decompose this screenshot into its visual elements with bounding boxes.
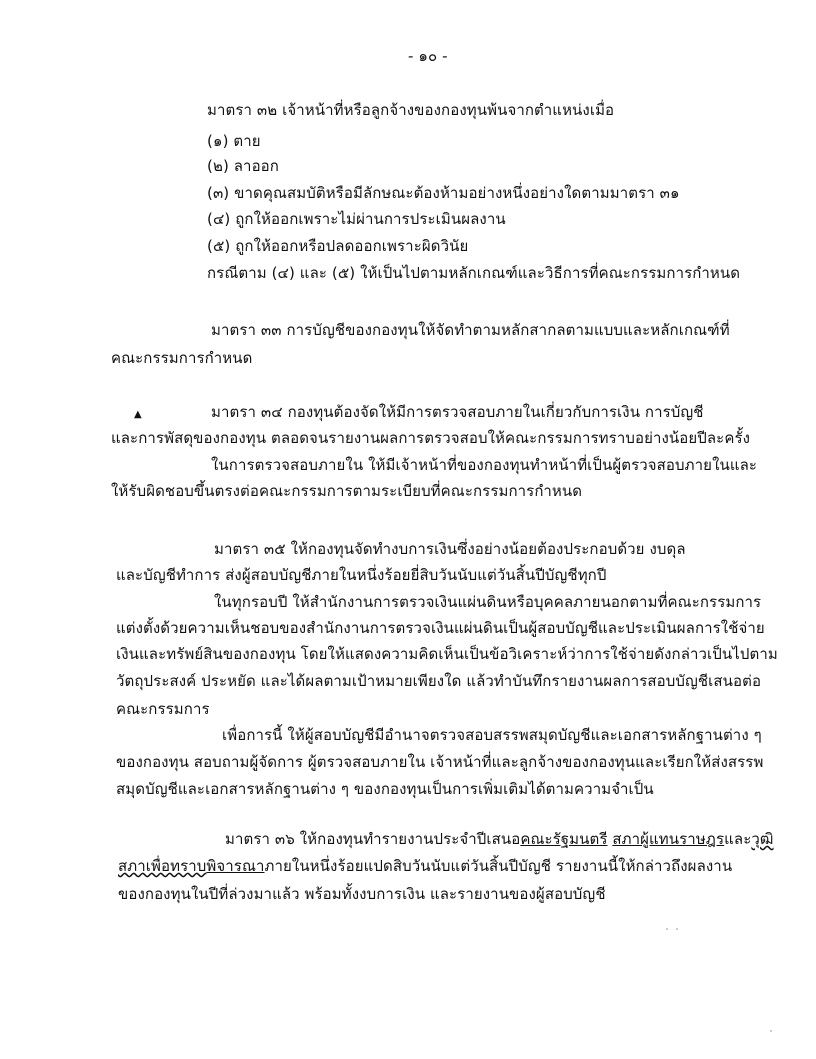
section-35-line-2: และบัญชีทำการ ส่งผู้สอบบัญชีภายในหนึ่งร้อยยี่สิบวันนับแต่วันสิ้นปีบัญชีทุกปี	[116, 566, 607, 584]
section-36-line-1-and: และ	[724, 830, 752, 848]
section-35-line-3: ในทุกรอบปี ให้สำนักงานการตรวจเงินแผ่นดินหรือบุคคลภายนอกตามที่คณะกรรมการ	[214, 593, 762, 611]
section-32-closing: กรณีตาม (๔) และ (๕) ให้เป็นไปตามหลักเกณฑ์และวิธีการที่คณะกรรมการกำหนด	[207, 264, 741, 282]
section-36-line-2-text: ภายในหนึ่งร้อยแปดสิบวันนับแต่วันสิ้นปีบัญชี รายงานนี้ให้กล่าวถึงผลงาน	[264, 857, 733, 875]
section-36-line-1-text: มาตรา ๓๖ ให้กองทุนทำรายงานประจำปีเสนอ	[225, 830, 521, 848]
section-35-line-8: เพื่อการนี้ ให้ผู้สอบบัญชีมีอำนาจตรวจสอบสรรพสมุดบัญชีและเอกสารหลักฐานต่าง ๆ	[222, 726, 762, 744]
scan-speck	[770, 1030, 772, 1032]
section-34-line-1: มาตรา ๓๔ กองทุนต้องจัดให้มีการตรวจสอบภายในเกี่ยวกับการเงิน การบัญชี	[211, 403, 704, 421]
section-33-line-2: คณะกรรมการกำหนด	[111, 349, 253, 367]
section-36-cabinet-underlined: คณะรัฐมนตรี	[520, 830, 608, 848]
section-35-line-4: แต่งตั้งด้วยความเห็นชอบของสำนักงานการตรวจเงินแผ่นดินเป็นผู้สอบบัญชีและประเมินผลการใช้จ่าย	[116, 619, 765, 637]
section-36-consider-underlined: พิจารณา	[206, 857, 265, 875]
section-36-line-3: ของกองทุนในปีที่ล่วงมาแล้ว พร้อมทั้งงบการเงิน และรายงานของผู้สอบบัญชี	[118, 885, 606, 903]
section-34-line-3: ในการตรวจสอบภายใน ให้มีเจ้าหน้าที่ของกองทุนทำหน้าที่เป็นผู้ตรวจสอบภายในและ	[211, 456, 758, 474]
section-32-heading: มาตรา ๓๒ เจ้าหน้าที่หรือลูกจ้างของกองทุนพ้นจากตำแหน่งเมื่อ	[207, 101, 615, 119]
section-35-line-9: ของกองทุน สอบถามผู้จัดการ ผู้ตรวจสอบภายใน เจ้าหน้าที่และลูกจ้างของกองทุนและเรียกให้ส่งสรรพ	[116, 753, 764, 771]
section-36-house-underlined: สภาผู้แทนราษฎร	[612, 830, 725, 848]
scan-speck	[666, 928, 668, 930]
section-32-item-4: (๔) ถูกให้ออกเพราะไม่ผ่านการประเมินผลงาน	[207, 210, 506, 228]
section-33-line-1: มาตรา ๓๓ การบัญชีของกองทุนให้จัดทำตามหลักสากลตามแบบและหลักเกณฑ์ที่	[211, 321, 730, 339]
section-34-line-4: ให้รับผิดชอบขึ้นตรงต่อคณะกรรมการตามระเบียบที่คณะกรรมการกำหนด	[111, 482, 583, 500]
scan-speck	[676, 928, 678, 930]
section-34-line-2: และการพัสดุของกองทุน ตลอดจนรายงานผลการตรวจสอบให้คณะกรรมการทราบอย่างน้อยปีละครั้ง	[111, 429, 751, 447]
section-32-item-5: (๕) ถูกให้ออกหรือปลดออกเพราะผิดวินัย	[207, 237, 469, 255]
section-32-item-2: (๒) ลาออก	[207, 157, 279, 175]
section-32-item-3: (๓) ขาดคุณสมบัติหรือมีลักษณะต้องห้ามอย่างหนึ่งอย่างใดตามมาตรา ๓๑	[207, 184, 680, 202]
section-36-senate-cont: สภาเพื่อทราบ	[118, 857, 207, 875]
section-36-line-1	[225, 829, 774, 849]
section-35-line-1: มาตรา ๓๕ ให้กองทุนจัดทำงบการเงินซึ่งอย่างน้อยต้องประกอบด้วย งบดุล	[214, 540, 686, 558]
section-35-line-6: วัตถุประสงค์ ประหยัด และได้ผลตามเป้าหมายเพียงใด แล้วทำบันทึกรายงานผลการสอบบัญชีเสนอต่อ	[116, 672, 762, 690]
section-32-item-1: (๑) ตาย	[207, 132, 261, 150]
margin-mark: ▲	[134, 409, 142, 420]
page-number: - ๑๐ -	[408, 47, 448, 65]
section-36-line-2	[118, 856, 732, 876]
section-35-line-5: เงินและทรัพย์สินของกองทุน โดยให้แสดงความคิดเห็นเป็นข้อวิเคราะห์ว่าการใช้จ่ายดังกล่าวเป็นไปตาม	[116, 645, 778, 663]
section-35-line-7: คณะกรรมการ	[116, 700, 210, 718]
section-35-line-10: สมุดบัญชีและเอกสารหลักฐานต่าง ๆ ของกองทุนเป็นการเพิ่มเติมได้ตามความจำเป็น	[116, 780, 654, 798]
section-36-senate-strikeout: วุฒิ	[751, 830, 774, 848]
